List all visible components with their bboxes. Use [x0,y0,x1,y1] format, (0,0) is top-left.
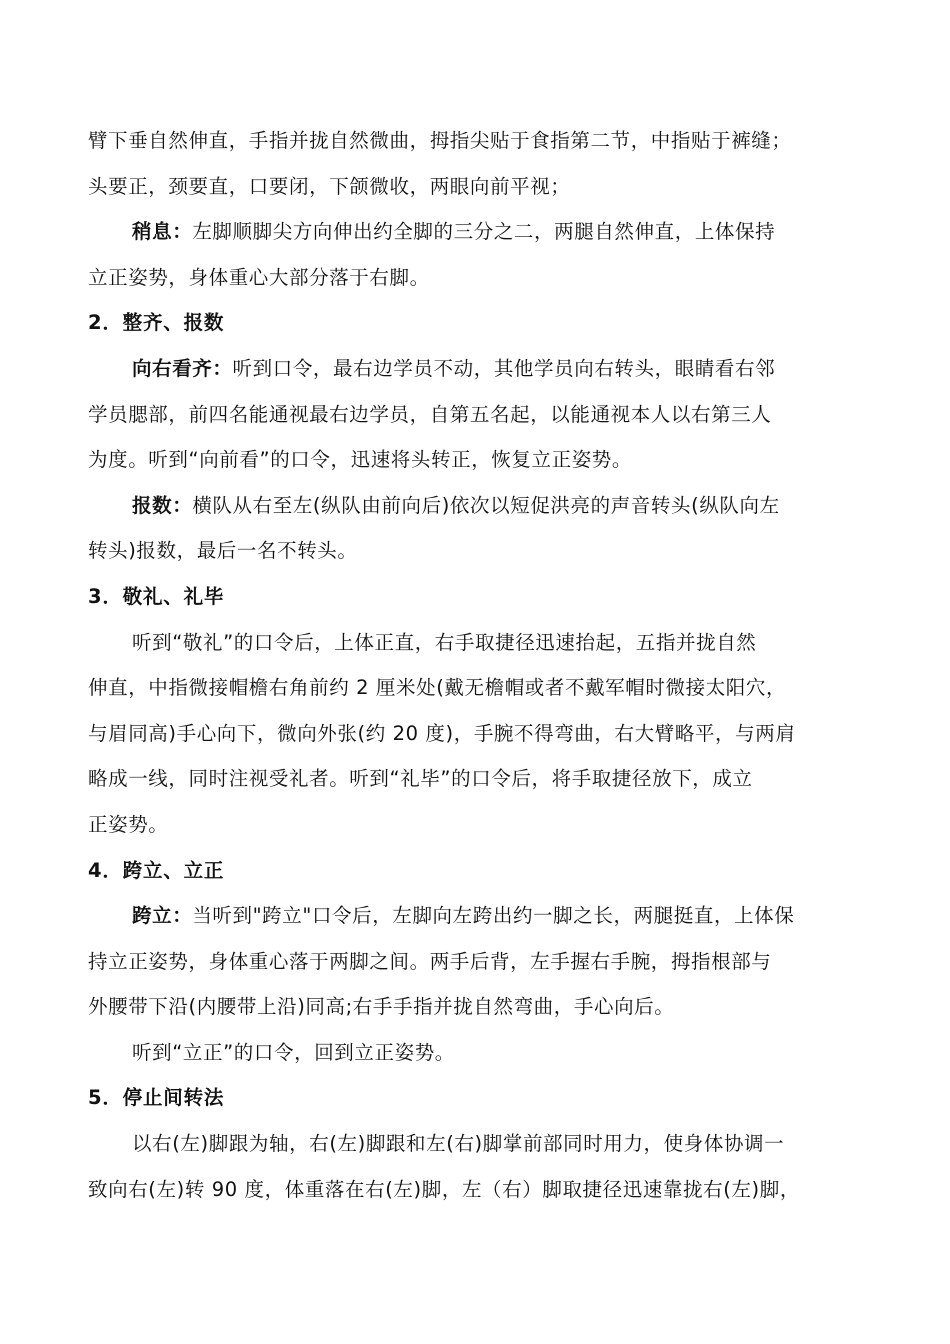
section-heading: 4．跨立、立正 [88,858,225,882]
body-text-line: 外腰带下沿(内腰带上沿)同高;右手手指并拢自然弯曲，手心向后。 [88,995,675,1019]
term-text: 横队从右至左(纵队由前向后)依次以短促洪亮的声音转头(纵队向左 [192,493,780,517]
document-page [88,118,866,1212]
paragraph-shaoxi [88,209,866,255]
term-label: 跨立： [132,904,193,928]
body-text-line: 臂下垂自然伸直，手指并拢自然微曲，拇指尖贴于食指第二节，中指贴于裤缝； [88,129,792,152]
body-text-line: 致向右(左)转 90 度，体重落在右(左)脚，左（右）脚取捷径迅速靠拢右(左)脚， [88,1177,800,1201]
paragraph-baoshu [88,483,866,529]
body-text-line: 转头)报数，最后一名不转头。 [88,539,358,563]
paragraph-kuali [88,893,866,939]
body-text-line: 略成一线，同时注视受礼者。听到“礼毕”的口令后，将手取捷径放下，成立 [88,767,753,791]
body-text-line: 持立正姿势，身体重心落于两脚之间。两手后背，左手握右手腕，拇指根部与 [88,949,772,973]
body-text-line: 学员腮部，前四名能通视最右边学员，自第五名起，以能通视本人以右第三人 [88,402,772,426]
section-heading: 2．整齐、报数 [88,311,225,335]
body-text-line: 伸直，中指微接帽檐右角前约 2 厘米处(戴无檐帽或者不戴军帽时微接太阳穴， [88,676,787,700]
term-text: 左脚顺脚尖方向伸出约全脚的三分之二，两腿自然伸直，上体保持 [192,220,776,244]
section-heading: 3．敬礼、礼毕 [88,584,225,608]
body-text-line: 立正姿势，身体重心大部分落于右脚。 [88,265,430,289]
body-text-line: 听到“立正”的口令，回到立正姿势。 [132,1040,455,1064]
term-label: 稍息： [132,220,193,244]
term-label: 报数： [132,493,193,517]
body-text-line: 与眉同高)手心向下，微向外张(约 20 度)，手腕不得弯曲，右大臂略平，与两肩 [88,721,796,745]
term-text: 当听到"跨立"口令后，左脚向左跨出约一脚之长，两腿挺直，上体保 [192,904,795,928]
paragraph-xiangyoukanqi [88,346,866,392]
body-text-line: 听到“敬礼”的口令后，上体正直，右手取捷径迅速抬起，五指并拢自然 [132,630,757,654]
term-label: 向右看齐： [132,356,233,380]
term-text: 听到口令，最右边学员不动，其他学员向右转头，眼睛看右邻 [232,356,776,380]
body-text-line: 正姿势。 [88,812,169,836]
body-text-line: 为度。听到“向前看”的口令，迅速将头转正，恢复立正姿势。 [88,448,633,472]
body-text-line: 以右(左)脚跟为轴，右(左)脚跟和左(右)脚掌前部同时用力，使身体协调一 [132,1132,785,1156]
section-heading: 5．停止间转法 [88,1086,225,1110]
body-text-line: 头要正，颈要直，口要闭，下颌微收，两眼向前平视； [88,174,571,198]
